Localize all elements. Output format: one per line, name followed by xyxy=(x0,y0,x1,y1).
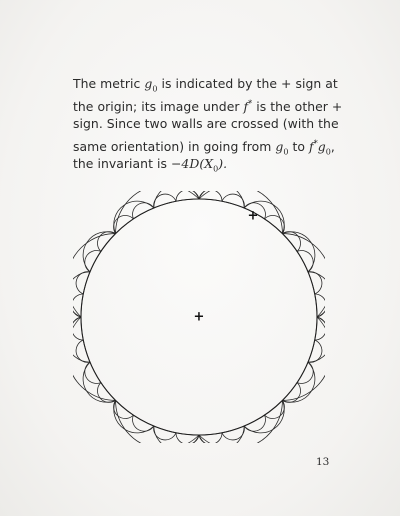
geodesic-arc-level-1 xyxy=(85,251,101,272)
geodesic-arc-level-1 xyxy=(133,415,154,431)
text-line-4 xyxy=(73,134,335,157)
geodesic-arc-level-0 xyxy=(81,317,199,435)
geodesic-arc-level-2 xyxy=(83,362,115,402)
geodesic-arc-level-2 xyxy=(114,201,154,233)
geodesic-arc-level-2 xyxy=(282,362,314,402)
text-span: The metric xyxy=(73,76,145,91)
geodesic-arc-level-1 xyxy=(297,362,313,383)
geodesic-arc-level-0 xyxy=(199,317,317,435)
geodesic-arc-level-1 xyxy=(244,415,265,431)
math-sub: 0 xyxy=(283,147,289,157)
page-number: 13 xyxy=(316,456,330,468)
math-g: g xyxy=(317,139,326,155)
text-span: is indicated by the + sign at xyxy=(157,76,338,91)
text-line-3: sign. Since two walls are crossed (with the xyxy=(73,116,339,131)
math-f: f xyxy=(309,139,314,155)
geodesic-arc-level-1 xyxy=(297,251,313,272)
text-span: to xyxy=(288,139,310,155)
geodesic-arc-level-2 xyxy=(114,400,154,432)
math-sub: 0 xyxy=(152,84,158,94)
origin-plus-marker: + xyxy=(193,309,205,325)
math-f: f xyxy=(243,99,249,115)
geodesic-arc-level-2 xyxy=(83,232,115,272)
image-plus-marker: + xyxy=(247,208,259,224)
text-line-2 xyxy=(73,94,343,115)
text-line-1 xyxy=(73,74,338,94)
body-paragraph xyxy=(73,74,343,174)
geodesic-arc-level-2 xyxy=(244,400,284,432)
geodesic-arc-level-1 xyxy=(133,203,154,219)
math-g: g xyxy=(275,139,284,155)
math-g: g xyxy=(144,76,153,91)
math-expression-end: ). xyxy=(218,156,228,171)
math-sub: 0 xyxy=(325,147,331,157)
geodesic-arc-level-1 xyxy=(85,362,101,383)
text-span: , xyxy=(330,139,335,155)
text-span: is the other + xyxy=(252,99,343,115)
math-expression: −4D(X xyxy=(170,156,214,171)
math-star: * xyxy=(248,99,253,108)
text-span: the origin; its image under xyxy=(73,99,244,115)
text-span: same orientation) in going from xyxy=(73,139,276,155)
hyperbolic-disk-figure xyxy=(73,191,325,443)
geodesic-arc-level-0 xyxy=(81,199,199,317)
math-sub: 0 xyxy=(213,164,219,174)
text-span: the invariant is xyxy=(73,156,171,171)
geodesic-arc-level-2 xyxy=(282,232,314,272)
math-star: * xyxy=(313,139,318,148)
text-line-5 xyxy=(73,154,333,174)
